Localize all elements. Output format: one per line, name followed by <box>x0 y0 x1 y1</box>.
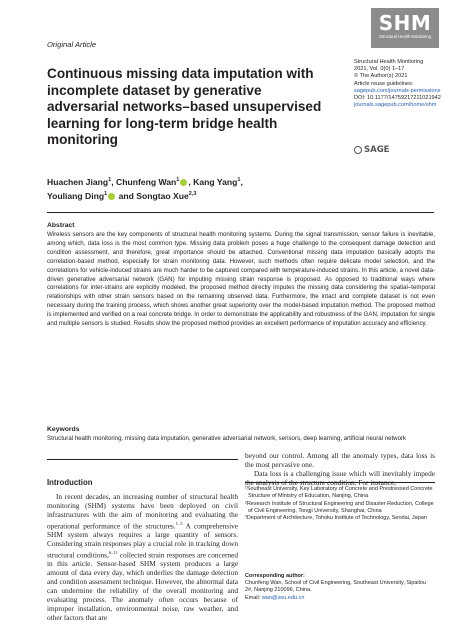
section-divider <box>47 212 434 213</box>
citation-ref[interactable]: 1–5 <box>175 520 183 526</box>
intro-paragraph <box>47 493 238 623</box>
author-affil-sup: 2,3 <box>188 191 197 198</box>
sage-mark-icon <box>354 146 362 154</box>
meta-doi[interactable]: DOI: 10.1177/14759217211021942 <box>354 95 441 102</box>
introduction-heading: Introduction <box>47 478 93 487</box>
sage-logo <box>354 145 389 155</box>
author-name: Kang Yang <box>193 176 238 187</box>
section-divider <box>47 459 238 460</box>
sage-logo-text: SAGE <box>364 145 390 155</box>
author-affil-sup: 1 <box>104 191 108 198</box>
intro-text-a: In recent decades, an increasing number of structural health monitoring (SHM) systems have been deployed on civil infrastructures with the aim of monitoring and evaluating the operational performance of the structures. <box>47 492 238 531</box>
journal-home-link[interactable]: journals.sagepub.com/home/shm <box>354 102 437 109</box>
meta-copyright: © The Author(s) 2021 <box>354 73 408 80</box>
right-paragraph-1: beyond our control. Among all the anomaly types, data loss is the most pervasive one. <box>245 451 435 469</box>
article-type-label: Original Article <box>47 40 97 49</box>
orcid-icon[interactable] <box>108 193 115 200</box>
affiliation-item: ¹Southeast University, Key Laboratory of Concrete and Prestressed Concrete Structure of Ministry of Education, Nanjing, China <box>245 486 433 500</box>
abstract-heading: Abstract <box>47 222 75 229</box>
email-label: Email: <box>245 594 261 601</box>
journal-meta <box>354 59 464 109</box>
author-name: Huachen Jiang <box>47 176 109 187</box>
reuse-link[interactable]: sagepub.com/journals-permissions <box>354 87 441 94</box>
logo-sub-text: Structural Health Monitoring <box>379 34 431 39</box>
intro-text-b: A comprehensive SHM system always requires a large quantity of sensors. Considering strain responses play a crucial role in tracking down structural conditions, <box>47 521 238 560</box>
author-name: Songtao Xue <box>136 191 189 202</box>
citation-ref[interactable]: 6–11 <box>108 549 118 555</box>
author-name: Chunfeng Wan <box>115 176 177 187</box>
right-paragraph-2: Data loss is a challenging issue which will inevitably impede the analysis of the structure condition. For instance, <box>245 468 435 487</box>
author-affil-sup: 1 <box>237 177 241 183</box>
journal-logo <box>371 8 439 48</box>
intro-text-c: collected strain responses are concerned in this article. Sensor-based SHM system produces a large amount of data every day, which underlies the damage detection and condition assessment technique. However, the abnormal data can undermine the reliability of the overall monitoring and evaluating process. The anomaly often occurs because of improper installation, environmental noise, raw weather, and other factors that are <box>47 550 238 622</box>
author-affil-sup: 1 <box>176 177 180 183</box>
abstract-text: Wireless sensors are the key components of structural health monitoring systems. During the signal transmission, sensor failure is inevitable, among which, data loss is the most common type. Missing data problem poses a huge challenge to the consequent damage detection and condition assessment, and therefore, great importance should be attached. Conventional missing data imputation basically adopts the correlation-based method, especially for strain monitoring data. However, such methods often require delicate model selection, and the correlations for vehicle-induced strains are much harder to be captured compared with temperature-induced strains. In this article, a novel data-driven generative adversarial network (GAN) for imputing missing strain response is proposed. As opposed to traditional ways where correlations for inter-strains are explicitly modeled, the proposed method directly imputes the missing data considering the spatial–temporal relationships with other strain sensors based on the remaining observed data. Furthermore, the intact and complete dataset is not even necessary during the training process, which shows another great superiority over the model-based imputation method. The proposed method is implemented and verified on a real concrete bridge. In order to demonstrate the applicability and robustness of the GAN, imputation for single and multiple sensors is studied. Results show the proposed method provides an excellent performance of imputation accuracy and efficiency. <box>47 231 435 328</box>
orcid-icon[interactable] <box>180 179 187 186</box>
author-name: Youliang Ding <box>47 191 105 202</box>
email-link[interactable]: wan@seu.edu.cn <box>261 594 305 601</box>
introduction-body <box>47 493 238 623</box>
meta-journal: Structural Health Monitoring <box>354 59 424 65</box>
logo-main-text: SHM <box>378 11 432 35</box>
affiliation-item: ²Research Institute of Structural Engineering and Disaster Reduction, College of Civil Engineering, Tongji University, Shanghai, China <box>245 500 434 514</box>
article-title: Continuous missing data imputation with incomplete dataset by generative adversarial networks–based unsupervised learning for long-term bridge health monitoring <box>47 66 322 148</box>
meta-volume: 2021, Vol. 0(0) 1–17 <box>354 66 405 73</box>
corresponding-author-heading: Corresponding author: <box>245 573 305 579</box>
corresponding-address: Chunfeng Wan, School of Civil Engineering, Southeast University, Sipailou 2#, Nanjing 210096, China. <box>245 580 426 594</box>
affiliation-item: ³Department of Architecture, Tohoku Institute of Technology, Sendai, Japan <box>245 515 427 522</box>
meta-reuse: Article reuse guidelines: <box>354 80 414 87</box>
author-affil-sup: 1 <box>108 177 112 183</box>
keywords-heading: Keywords <box>47 426 80 433</box>
keywords-text: Structural health monitoring, missing data imputation, generative adversarial network, sensors, deep learning, artificial neural network <box>47 435 407 442</box>
footnote-divider <box>245 482 435 483</box>
author-list: Huachen Jiang$^1$, Chunfeng Wan$^1$ , Kang Yang$^1$, Youliang Ding$^1$ and Songtao Xue$^{2,3}$ <box>47 176 243 202</box>
affiliations <box>245 486 435 522</box>
corresponding-author-info <box>245 580 435 602</box>
